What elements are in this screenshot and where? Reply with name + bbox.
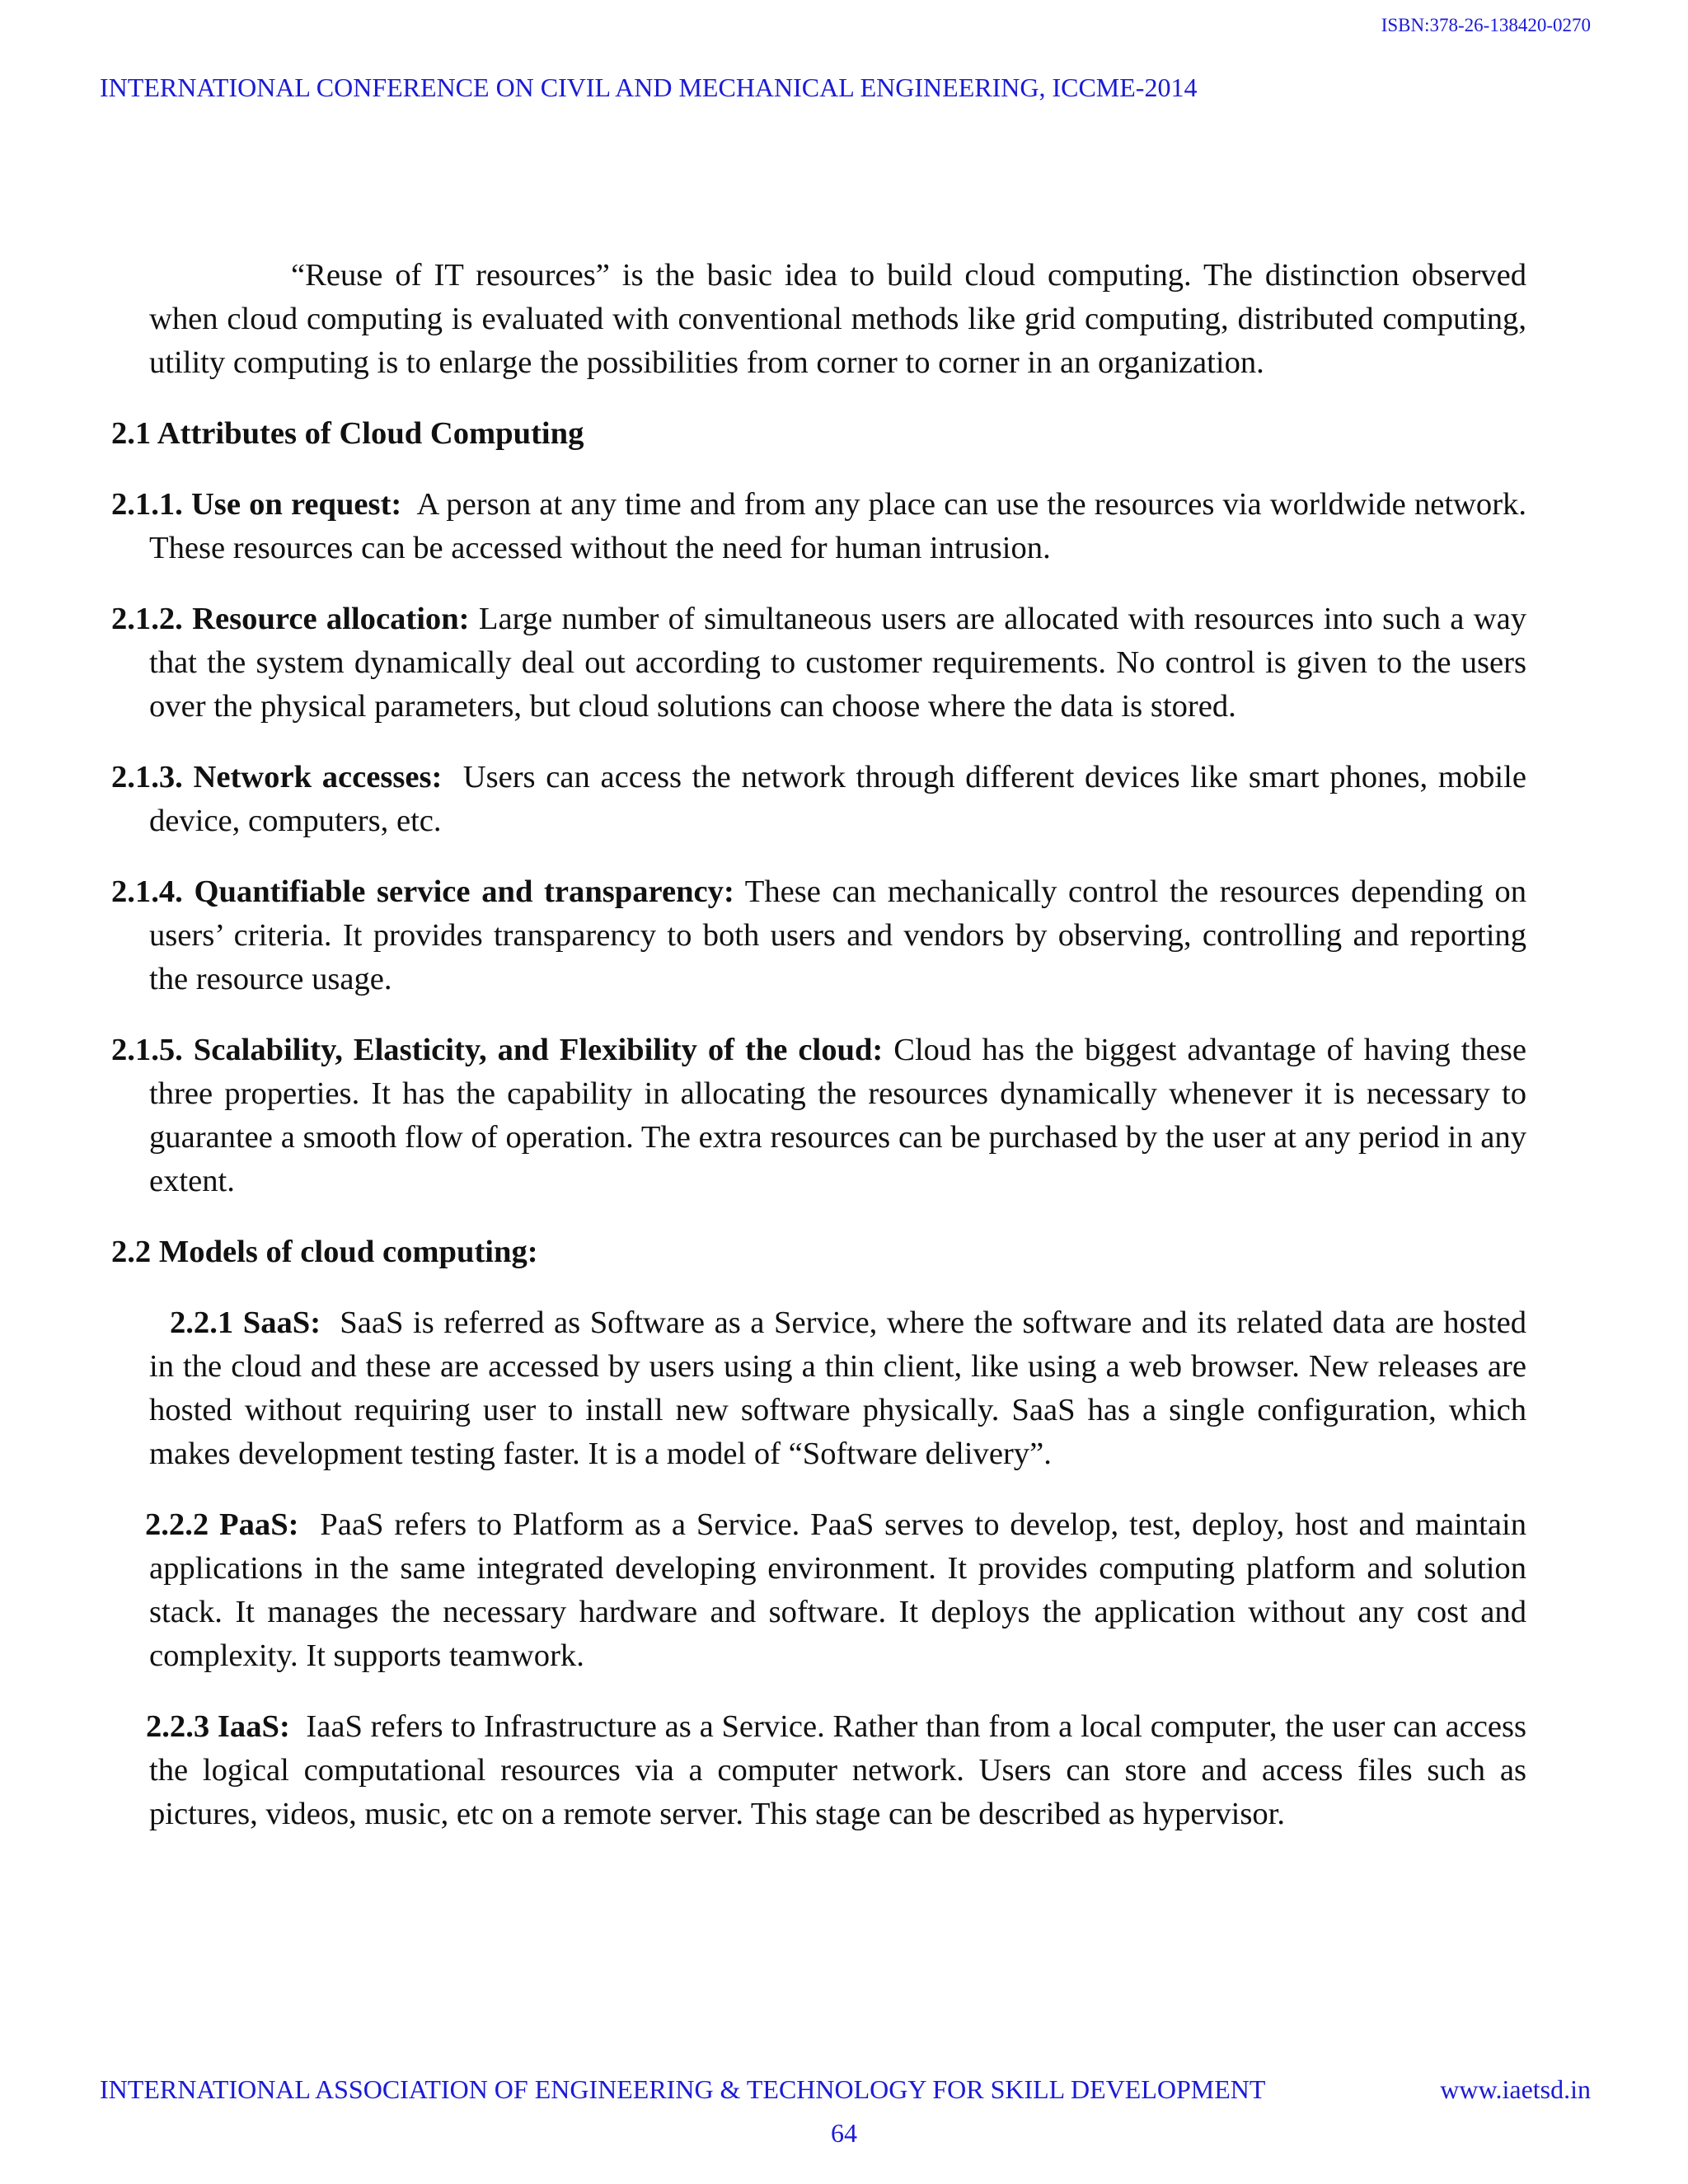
attribute-text: Users can access the network through different devices like smart phones, mobile device, computers, etc. bbox=[149, 760, 1526, 838]
attribute-label: 2.1.1. Use on request: bbox=[111, 487, 402, 522]
footer-association: INTERNATIONAL ASSOCIATION OF ENGINEERING & TECHNOLOGY FOR SKILL DEVELOPMENT bbox=[100, 2074, 1266, 2104]
attribute-item bbox=[111, 483, 1526, 570]
attribute-label: 2.1.4. Quantifiable service and transparency: bbox=[111, 874, 734, 909]
model-label: 2.2.2 PaaS: bbox=[145, 1507, 299, 1542]
attribute-text: Large number of simultaneous users are allocated with resources into such a way that the system dynamically deal out according to customer requirements. No control is given to the users over the physical parameters, but cloud solutions can choose where the data is stored. bbox=[149, 602, 1526, 724]
attribute-label: 2.1.3. Network accesses: bbox=[111, 760, 443, 794]
attribute-label: 2.1.5. Scalability, Elasticity, and Flexibility of the cloud: bbox=[111, 1033, 884, 1067]
model-item bbox=[149, 1301, 1526, 1476]
attribute-item bbox=[111, 870, 1526, 1001]
isbn-number: ISBN:378-26-138420-0270 bbox=[1381, 15, 1591, 35]
attribute-text: A person at any time and from any place can use the resources via worldwide network. These resources can be accessed without the need for human intrusion. bbox=[149, 487, 1526, 565]
model-item bbox=[146, 1705, 1526, 1836]
attribute-text: These can mechanically control the resources depending on users’ criteria. It provides transparency to both users and vendors by observing, controlling and reporting the resource usage. bbox=[149, 874, 1526, 996]
page-body bbox=[0, 254, 1688, 1863]
model-text: SaaS is referred as Software as a Service, where the software and its related data are hosted in the cloud and these are accessed by users using a thin client, like using a web browser. New releases are hosted without requiring user to install new software physically. SaaS has a single configuration, which makes development testing faster. It is a model of “Software delivery”. bbox=[149, 1305, 1526, 1471]
attribute-label: 2.1.2. Resource allocation: bbox=[111, 602, 470, 636]
conference-title: INTERNATIONAL CONFERENCE ON CIVIL AND MECHANICAL ENGINEERING, ICCME-2014 bbox=[100, 73, 1198, 102]
model-label: 2.2.3 IaaS: bbox=[146, 1709, 290, 1744]
attribute-item bbox=[111, 1029, 1526, 1203]
attribute-item bbox=[111, 756, 1526, 843]
model-label: 2.2.1 SaaS: bbox=[170, 1305, 321, 1340]
attribute-item bbox=[111, 598, 1526, 729]
footer-website-link[interactable]: www.iaetsd.in bbox=[1440, 2074, 1591, 2104]
model-text: IaaS refers to Infrastructure as a Service. Rather than from a local computer, the user can access the logical computational resources via a computer network. Users can store and access files such as pictures, videos, music, etc on a remote server. This stage can be described as hypervisor. bbox=[149, 1709, 1526, 1831]
page-number: 64 bbox=[831, 2118, 857, 2148]
section-heading-2-2: 2.2 Models of cloud computing: bbox=[111, 1235, 538, 1269]
section-heading-2-1: 2.1 Attributes of Cloud Computing bbox=[111, 416, 584, 451]
attribute-text: Cloud has the biggest advantage of having these three properties. It has the capability in allocating the resources dynamically whenever it is necessary to guarantee a smooth flow of operation. The extra resources can be purchased by the user at any period in any extent. bbox=[149, 1033, 1526, 1198]
model-item bbox=[145, 1503, 1526, 1678]
intro-paragraph: “Reuse of IT resources” is the basic idea to build cloud computing. The distinction observed when cloud computing is evaluated with conventional methods like grid computing, distributed computing, utility computing is to enlarge the possibilities from corner to corner in an organization. bbox=[149, 258, 1526, 380]
model-text: PaaS refers to Platform as a Service. PaaS serves to develop, test, deploy, host and maintain applications in the same integrated developing environment. It provides computing platform and solution stack. It manages the necessary hardware and software. It deploys the application without any cost and complexity. It supports teamwork. bbox=[149, 1507, 1526, 1673]
